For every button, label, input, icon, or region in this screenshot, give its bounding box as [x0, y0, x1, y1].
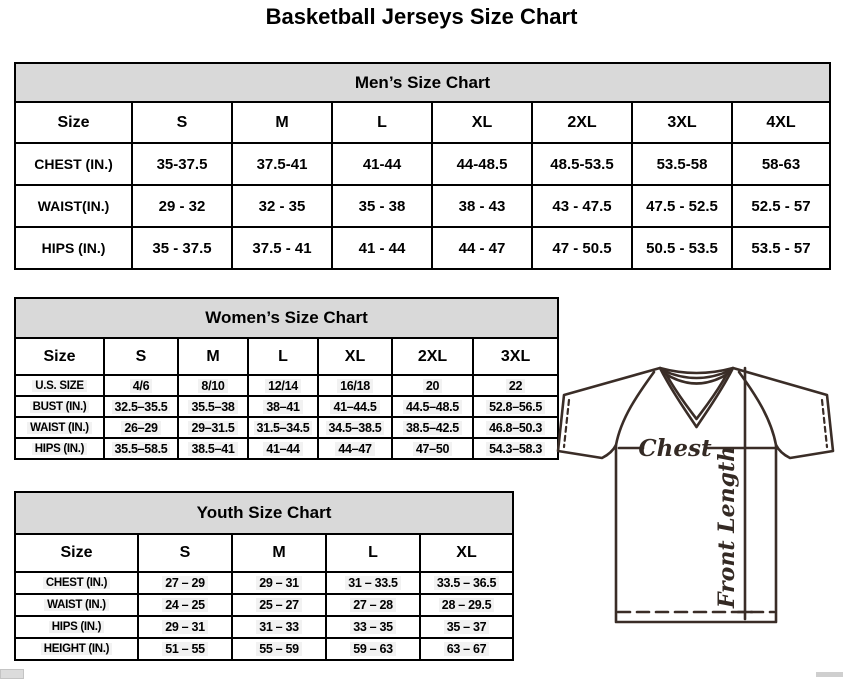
- cell: 54.3–58.3: [473, 438, 558, 459]
- table-row: [15, 396, 558, 417]
- cell: 41–44: [248, 438, 318, 459]
- cell: 4/6: [104, 375, 178, 396]
- mens-size-table: [14, 62, 831, 270]
- cell: 46.8–50.3: [473, 417, 558, 438]
- cell: 35 - 38: [332, 185, 432, 227]
- cell: 38.5–41: [178, 438, 248, 459]
- row-label: HEIGHT (IN.): [15, 638, 138, 660]
- jersey-body-outline: [558, 368, 833, 622]
- column-header: 3XL: [632, 102, 732, 143]
- cell: 41-44: [332, 143, 432, 185]
- youth-size-table: [14, 491, 514, 661]
- cell: 22: [473, 375, 558, 396]
- cell: 44-48.5: [432, 143, 532, 185]
- column-header: Size: [15, 102, 132, 143]
- cell: 53.5 - 57: [732, 227, 830, 269]
- row-label: U.S. SIZE: [15, 375, 104, 396]
- column-header: Size: [15, 534, 138, 572]
- cell: 32.5–35.5: [104, 396, 178, 417]
- cell: 27 – 29: [138, 572, 232, 594]
- front-length-label: Front Length: [714, 445, 740, 609]
- youth-table-title: Youth Size Chart: [15, 492, 513, 534]
- cell: 44.5–48.5: [392, 396, 473, 417]
- cell: 27 – 28: [326, 594, 420, 616]
- column-header: 2XL: [532, 102, 632, 143]
- column-header: S: [138, 534, 232, 572]
- men-header-row: [15, 102, 830, 143]
- table-row: [15, 616, 513, 638]
- table-row: [15, 227, 830, 269]
- cell: 34.5–38.5: [318, 417, 392, 438]
- womens-size-table: [14, 297, 559, 460]
- cell: 16/18: [318, 375, 392, 396]
- column-header: XL: [420, 534, 513, 572]
- cell: 44–47: [318, 438, 392, 459]
- row-label: WAIST (IN.): [15, 594, 138, 616]
- cell: 31 – 33.5: [326, 572, 420, 594]
- cell: 35-37.5: [132, 143, 232, 185]
- table-row: [15, 438, 558, 459]
- column-header: M: [178, 338, 248, 375]
- cell: 52.8–56.5: [473, 396, 558, 417]
- cell: 29 – 31: [232, 572, 326, 594]
- column-header: L: [332, 102, 432, 143]
- cell: 58-63: [732, 143, 830, 185]
- table-row: [15, 143, 830, 185]
- table-row: [15, 572, 513, 594]
- cell: 63 – 67: [420, 638, 513, 660]
- cell: 29 – 31: [138, 616, 232, 638]
- table-row: [15, 417, 558, 438]
- cell: 47 - 50.5: [532, 227, 632, 269]
- cell: 38 - 43: [432, 185, 532, 227]
- column-header: 3XL: [473, 338, 558, 375]
- cell: 59 – 63: [326, 638, 420, 660]
- cell: 31 – 33: [232, 616, 326, 638]
- cell: 47–50: [392, 438, 473, 459]
- row-label: CHEST (IN.): [15, 143, 132, 185]
- column-header: M: [232, 534, 326, 572]
- cell: 48.5-53.5: [532, 143, 632, 185]
- column-header: M: [232, 102, 332, 143]
- column-header: L: [326, 534, 420, 572]
- cell: 53.5-58: [632, 143, 732, 185]
- cell: 47.5 - 52.5: [632, 185, 732, 227]
- column-header: 4XL: [732, 102, 830, 143]
- table-row: [15, 185, 830, 227]
- table-row: [15, 638, 513, 660]
- scrollbar-thumb-fragment-left[interactable]: [0, 669, 24, 679]
- cell: 29 - 32: [132, 185, 232, 227]
- cell: 33 – 35: [326, 616, 420, 638]
- cell: 35.5–58.5: [104, 438, 178, 459]
- page-title: Basketball Jerseys Size Chart: [265, 4, 578, 29]
- women-header-row: [15, 338, 558, 375]
- row-label: HIPS (IN.): [15, 227, 132, 269]
- cell: 37.5 - 41: [232, 227, 332, 269]
- cell: 35.5–38: [178, 396, 248, 417]
- chest-label: Chest: [638, 435, 712, 462]
- cell: 51 – 55: [138, 638, 232, 660]
- column-header: XL: [318, 338, 392, 375]
- cell: 38–41: [248, 396, 318, 417]
- cell: 44 - 47: [432, 227, 532, 269]
- cuff-dash-left: [564, 400, 569, 447]
- row-label: HIPS (IN.): [15, 438, 104, 459]
- row-label: BUST (IN.): [15, 396, 104, 417]
- cell: 20: [392, 375, 473, 396]
- cell: 37.5-41: [232, 143, 332, 185]
- cell: 41–44.5: [318, 396, 392, 417]
- column-header: S: [104, 338, 178, 375]
- cell: 41 - 44: [332, 227, 432, 269]
- column-header: XL: [432, 102, 532, 143]
- table-row: [15, 375, 558, 396]
- table-row: [15, 594, 513, 616]
- cell: 29–31.5: [178, 417, 248, 438]
- jersey-measurement-diagram: [553, 360, 843, 632]
- cell: 35 - 37.5: [132, 227, 232, 269]
- women-table-title: Women’s Size Chart: [15, 298, 558, 338]
- cell: 31.5–34.5: [248, 417, 318, 438]
- cuff-dash-right: [822, 400, 827, 447]
- column-header: 2XL: [392, 338, 473, 375]
- cell: 12/14: [248, 375, 318, 396]
- cell: 33.5 – 36.5: [420, 572, 513, 594]
- men-table-title: Men’s Size Chart: [15, 63, 830, 102]
- cell: 55 – 59: [232, 638, 326, 660]
- cell: 26–29: [104, 417, 178, 438]
- cell: 32 - 35: [232, 185, 332, 227]
- row-label: WAIST(IN.): [15, 185, 132, 227]
- cell: 28 – 29.5: [420, 594, 513, 616]
- jersey-outline-svg: [553, 360, 843, 632]
- cell: 8/10: [178, 375, 248, 396]
- column-header: L: [248, 338, 318, 375]
- row-label: CHEST (IN.): [15, 572, 138, 594]
- cell: 43 - 47.5: [532, 185, 632, 227]
- cell: 50.5 - 53.5: [632, 227, 732, 269]
- youth-header-row: [15, 534, 513, 572]
- scrollbar-thumb-fragment-right[interactable]: [816, 672, 843, 677]
- row-label: WAIST (IN.): [15, 417, 104, 438]
- cell: 38.5–42.5: [392, 417, 473, 438]
- cell: 25 – 27: [232, 594, 326, 616]
- cell: 35 – 37: [420, 616, 513, 638]
- column-header: S: [132, 102, 232, 143]
- cell: 52.5 - 57: [732, 185, 830, 227]
- row-label: HIPS (IN.): [15, 616, 138, 638]
- column-header: Size: [15, 338, 104, 375]
- cell: 24 – 25: [138, 594, 232, 616]
